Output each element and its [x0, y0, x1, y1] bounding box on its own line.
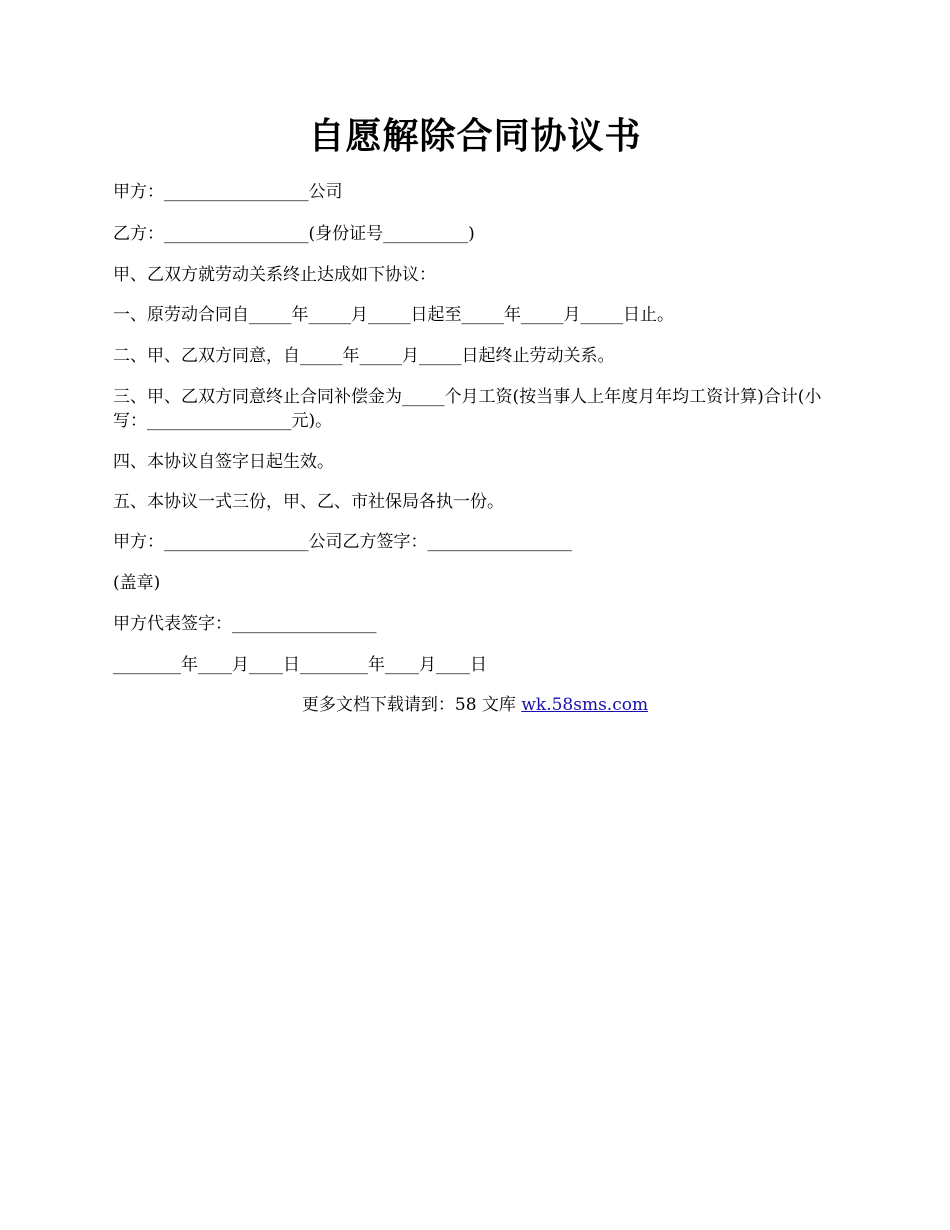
footer-link[interactable]: wk.58sms.com — [521, 695, 649, 715]
party-a-line: 甲方：_________________公司 — [113, 182, 343, 202]
footer-text: 更多文档下载请到：58 文库 — [301, 695, 522, 715]
signature-line: 甲方：_________________公司乙方签字：_________________ — [113, 532, 572, 552]
seal-note: (盖章) — [113, 573, 161, 593]
document-title: 自愿解除合同协议书 — [308, 115, 642, 157]
representative-signature-line: 甲方代表签字：_________________ — [113, 614, 377, 634]
clause-4: 四、本协议自签字日起生效。 — [113, 452, 334, 472]
clause-1: 一、原劳动合同自_____年_____月_____日起至_____年_____月_____日止。 — [113, 305, 674, 325]
footer — [0, 692, 950, 718]
clause-2: 二、甲、乙双方同意，自_____年_____月_____日起终止劳动关系。 — [113, 346, 615, 366]
agreement-intro: 甲、乙双方就劳动关系终止达成如下协议： — [113, 265, 436, 285]
party-b-line: 乙方：_________________(身份证号__________) — [113, 224, 475, 244]
date-line: ________年____月____日________年____月____日 — [113, 655, 487, 675]
clause-3: 三、甲、乙双方同意终止合同补偿金为_____个月工资(按当事人上年度月年均工资计算)合计(小写：_________________元)。 — [113, 387, 822, 431]
clause-5: 五、本协议一式三份，甲、乙、市社保局各执一份。 — [113, 492, 504, 512]
